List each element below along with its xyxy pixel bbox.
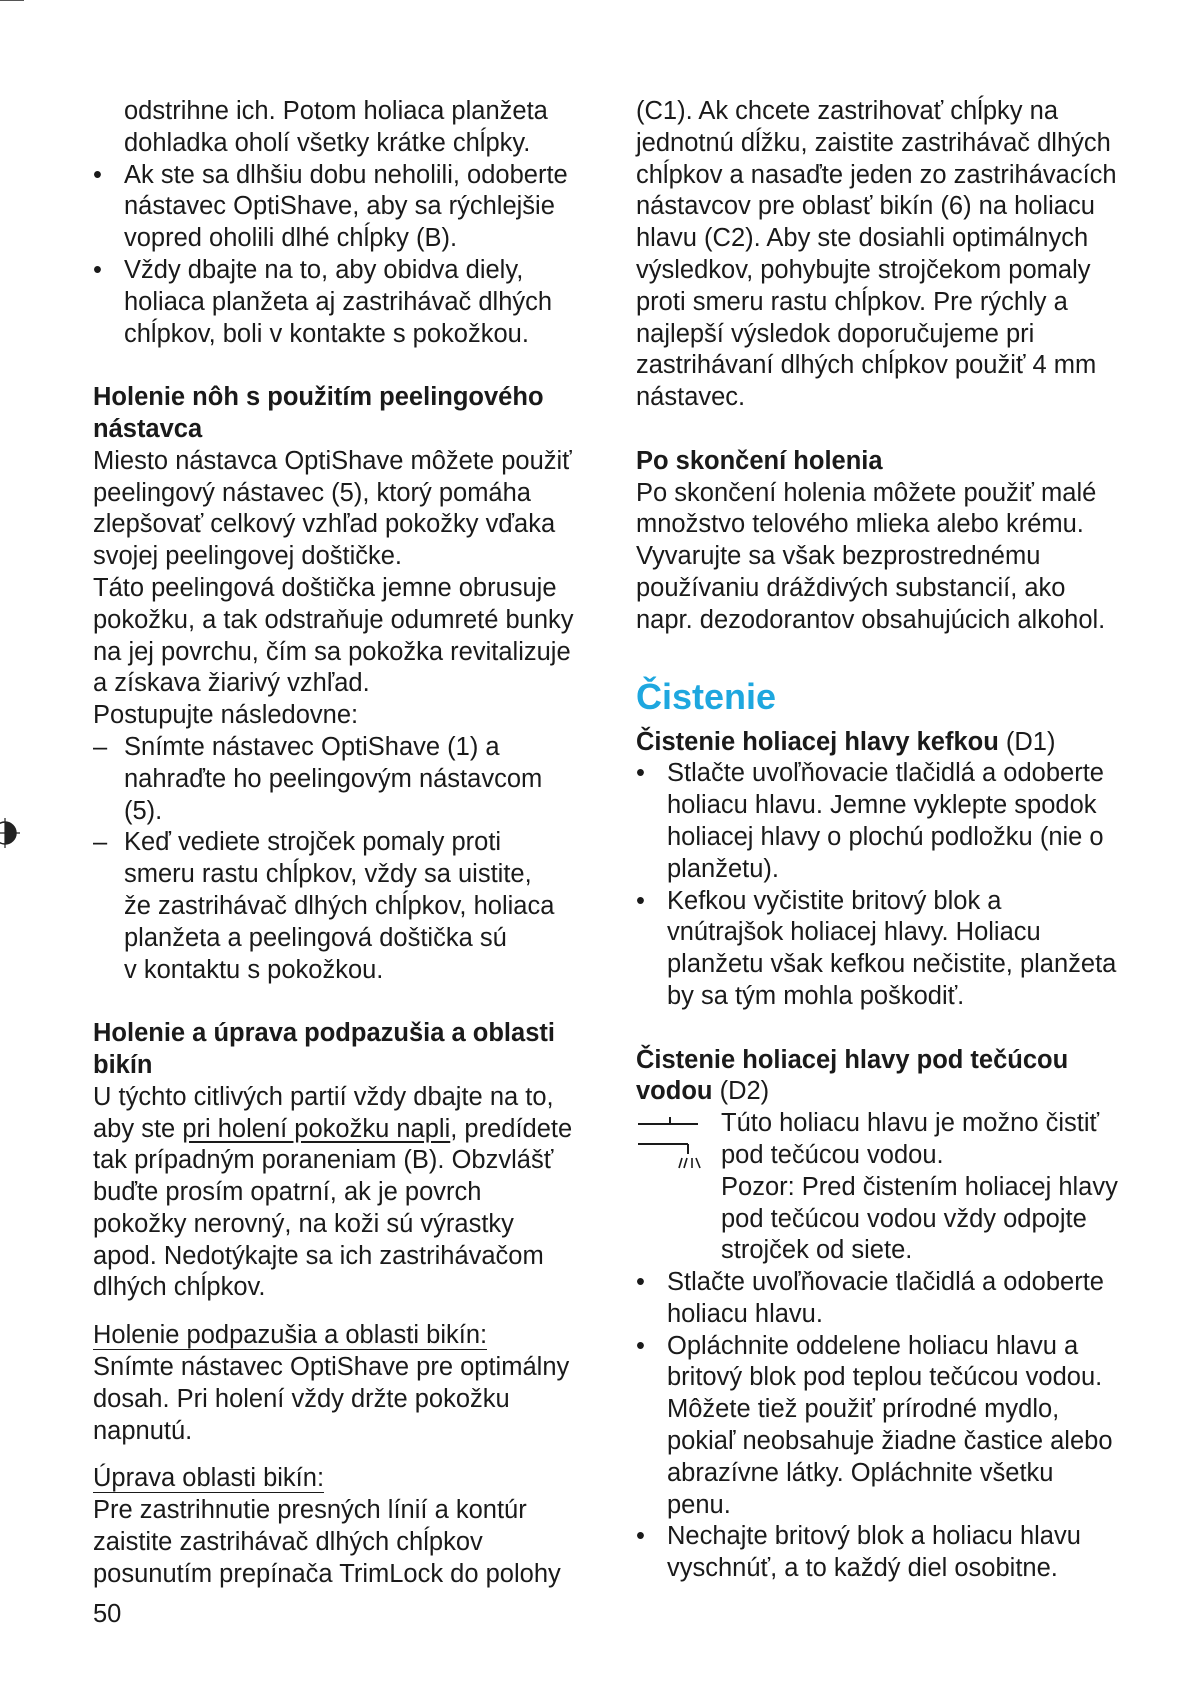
- dash-marker: –: [93, 828, 108, 857]
- right-column: [636, 96, 1156, 1585]
- text-line: holiacej hlavy o plochú podložku (nie o: [667, 822, 1104, 851]
- underlined-text: pri holení pokožku napli: [182, 1114, 451, 1143]
- text-line: v kontaktu s pokožkou.: [124, 955, 384, 984]
- text-line: Stlačte uvoľňovacie tlačidlá a odoberte: [667, 1268, 1104, 1297]
- page-number: 50: [93, 1600, 122, 1628]
- text-line: zaistite zastrihávač dlhých chĺpkov: [93, 1528, 483, 1557]
- text-line: Pozor: Pred čistením holiacej hlavy: [721, 1172, 1118, 1201]
- bullet-list: [93, 160, 613, 351]
- list-item: [93, 732, 613, 827]
- heading-line: bikín: [93, 1050, 153, 1079]
- text-line: dosah. Pri holení vždy držte pokožku: [93, 1384, 510, 1413]
- bullet-marker: •: [93, 255, 102, 284]
- text-line: chĺpkov a nasaďte jeden zo zastrihávacích: [636, 160, 1117, 189]
- list-item: [636, 1521, 1156, 1585]
- bikini-trim-paragraph: [93, 1495, 613, 1590]
- heading-ref: (D2): [712, 1077, 770, 1106]
- water-tap-icon: [636, 1114, 706, 1170]
- text-line: pokožku, a tak odstraňuje odumreté bunky: [93, 605, 574, 634]
- text-line: Opláchnite oddelene holiacu hlavu a: [667, 1331, 1079, 1360]
- text-line: najlepší výsledok doporučujeme pri: [636, 319, 1035, 348]
- underlined-text: Úprava oblasti bikín:: [93, 1464, 325, 1493]
- text-line: proti smeru rastu chĺpkov. Pre rýchly a: [636, 287, 1068, 316]
- text-line: hlavu (C2). Aby ste dosiahli optimálnych: [636, 224, 1089, 253]
- heading-line: Holenie nôh s použitím peelingového: [93, 383, 544, 412]
- bullet-list: [636, 1267, 1156, 1585]
- heading-line: [636, 1076, 1156, 1108]
- bullet-marker: •: [636, 1331, 645, 1360]
- text-span: , predídete: [450, 1114, 573, 1143]
- text-line: U týchto citlivých partií vždy dbajte na to,: [93, 1082, 554, 1111]
- text-line: nástavcov pre oblasť bikín (6) na holiacu: [636, 192, 1095, 221]
- text-line: Vždy dbajte na to, aby obidva diely,: [124, 255, 524, 284]
- text-line: Po skončení holenia môžete použiť malé: [636, 478, 1097, 507]
- text-line: holiaca planžeta aj zastrihávač dlhých: [124, 287, 553, 316]
- text-line: napr. dezodorantov obsahujúcich alkohol.: [636, 605, 1106, 634]
- text-line: že zastrihávač dlhých chĺpkov, holiaca: [124, 891, 555, 920]
- text-line: planžetu).: [667, 854, 779, 883]
- water-note: [636, 1108, 1156, 1267]
- text-line: nástavec.: [636, 383, 746, 412]
- text-line: nahraďte ho peelingovým nástavcom: [124, 764, 543, 793]
- heading-bold: vodou: [636, 1077, 713, 1106]
- text-line: množstvo telového mlieka alebo krému.: [636, 510, 1084, 539]
- heading-line: Čistenie holiacej hlavy pod tečúcou: [636, 1045, 1069, 1074]
- text-line: výsledkov, pohybujte strojčekom pomaly: [636, 255, 1091, 284]
- text-line: abrazívne látky. Opláchnite všetku: [667, 1458, 1054, 1487]
- bullet-marker: •: [636, 1522, 645, 1551]
- bullet-marker: •: [636, 759, 645, 788]
- text-line: vnútrajšok holiacej hlavy. Holiacu: [667, 918, 1041, 947]
- bullet-marker: •: [636, 886, 645, 915]
- left-column: [93, 96, 613, 1591]
- text-line: Miesto nástavca OptiShave môžete použiť: [93, 446, 572, 475]
- text-line: na jej povrchu, čím sa pokožka revitalizuje: [93, 637, 571, 666]
- after-shave-paragraph: [636, 478, 1156, 637]
- text-line: Pre zastrihnutie presných línií a kontúr: [93, 1496, 527, 1525]
- crop-mark: [0, 0, 24, 1]
- underlined-text: Holenie podpazušia a oblasti bikín:: [93, 1321, 488, 1350]
- dash-list: [93, 732, 613, 986]
- text-line: pokiaľ neobsahuje žiadne častice alebo: [667, 1427, 1113, 1456]
- bullet-marker: •: [636, 1268, 645, 1297]
- text-line: holiacu hlavu.: [667, 1299, 823, 1328]
- section-heading-bikini: [93, 1018, 613, 1082]
- bikini-paragraph: [93, 1082, 613, 1305]
- section-heading-brush: [636, 727, 1156, 759]
- text-line: posunutím prepínača TrimLock do polohy: [93, 1559, 561, 1588]
- text-line: tak prípadným poraneniam (B). Obzvlášť: [93, 1146, 554, 1175]
- text-line: Postupujte následovne:: [93, 701, 359, 730]
- text-line: Stlačte uvoľňovacie tlačidlá a odoberte: [667, 759, 1104, 788]
- text-line: britový blok pod teplou tečúcou vodou.: [667, 1363, 1103, 1392]
- text-line: Vyvarujte sa však bezprostrednému: [636, 542, 1041, 571]
- text-line: dohladka oholí všetky krátke chĺpky.: [124, 128, 531, 157]
- text-line: [93, 1114, 613, 1146]
- intro-paragraph: [93, 96, 613, 160]
- text-line: Táto peelingová doštička jemne obrusuje: [93, 573, 557, 602]
- text-line: dlhých chĺpkov.: [93, 1273, 266, 1302]
- list-item: [636, 1267, 1156, 1331]
- text-line: (C1). Ak chcete zastrihovať chĺpky na: [636, 97, 1058, 125]
- bullet-list: [636, 758, 1156, 1012]
- text-line: by sa tým mohla poškodiť.: [667, 981, 965, 1010]
- text-line: pod tečúcou vodou.: [721, 1140, 944, 1169]
- text-line: odstrihne ich. Potom holiaca planžeta: [124, 97, 548, 125]
- heading-ref: (D1): [998, 727, 1056, 756]
- peeling-paragraph: [93, 446, 613, 732]
- list-item: [636, 886, 1156, 1013]
- text-line: peelingový nástavec (5), ktorý pomáha: [93, 478, 531, 507]
- text-line: vyschnúť, a to každý diel osobitne.: [667, 1554, 1058, 1583]
- text-line: a získava žiarivý vzhľad.: [93, 669, 370, 698]
- subheading-underarm: [93, 1320, 613, 1352]
- text-line: Kefkou vyčistite britový blok a: [667, 886, 1002, 915]
- list-item: [93, 160, 613, 255]
- text-line: vopred oholili dlhé chĺpky (B).: [124, 224, 458, 253]
- text-line: penu.: [667, 1490, 731, 1519]
- text-line: používaniu dráždivých substancií, ako: [636, 573, 1066, 602]
- subheading-bikini-trim: [93, 1463, 613, 1495]
- text-line: holiacu hlavu. Jemne vyklepte spodok: [667, 791, 1097, 820]
- list-item: [93, 827, 613, 986]
- text-line: planžeta a peelingová doštička sú: [124, 923, 507, 952]
- underarm-paragraph: [93, 1352, 613, 1447]
- text-line: smeru rastu chĺpkov, vždy sa uistite,: [124, 860, 532, 889]
- text-line: Nechajte britový blok a holiacu hlavu: [667, 1522, 1081, 1551]
- dash-marker: –: [93, 732, 108, 761]
- text-line: zlepšovať celkový vzhľad pokožky vďaka: [93, 510, 556, 539]
- section-heading-water: [636, 1045, 1156, 1109]
- list-item: [636, 758, 1156, 885]
- section-heading-peeling: [93, 382, 613, 446]
- registration-mark-icon: [0, 818, 20, 848]
- text-line: Ak ste sa dlhšiu dobu neholili, odoberte: [124, 160, 568, 189]
- text-line: Snímte nástavec OptiShave (1) a: [124, 732, 500, 761]
- heading-line: nástavca: [93, 414, 203, 443]
- section-title-cleaning: Čistenie: [636, 675, 777, 717]
- list-item: [636, 1331, 1156, 1522]
- heading-bold: Čistenie holiacej hlavy kefkou: [636, 727, 999, 756]
- continued-paragraph: [636, 96, 1156, 414]
- section-heading-after-shave: Po skončení holenia: [636, 446, 883, 475]
- text-line: zastrihávaní dlhých chĺpkov použiť 4 mm: [636, 351, 1097, 380]
- text-line: Snímte nástavec OptiShave pre optimálny: [93, 1353, 570, 1382]
- text-line: jednotnú dĺžku, zaistite zastrihávač dlhých: [636, 128, 1111, 157]
- text-line: chĺpkov, boli v kontakte s pokožkou.: [124, 319, 529, 348]
- text-line: pokožky nerovný, na koži sú výrastky: [93, 1209, 514, 1238]
- text-line: Túto holiacu hlavu je možno čistiť: [721, 1109, 1100, 1138]
- bullet-marker: •: [93, 160, 102, 189]
- text-line: buďte prosím opatrní, ak je povrch: [93, 1178, 482, 1207]
- text-line: apod. Nedotýkajte sa ich zastrihávačom: [93, 1241, 544, 1270]
- text-span: aby ste: [93, 1114, 183, 1143]
- heading-line: Holenie a úprava podpazušia a oblasti: [93, 1019, 555, 1048]
- text-line: napnutú.: [93, 1416, 193, 1445]
- text-line: Keď vediete strojček pomaly proti: [124, 828, 502, 857]
- text-line: pod tečúcou vodou vždy odpojte: [721, 1204, 1087, 1233]
- text-line: strojček od siete.: [721, 1236, 913, 1265]
- list-item: [93, 255, 613, 350]
- text-line: (5).: [124, 796, 163, 825]
- text-line: planžetu však kefkou nečistite, planžeta: [667, 950, 1117, 979]
- text-line: Môžete tiež použiť prírodné mydlo,: [667, 1395, 1060, 1424]
- text-line: svojej peelingovej doštičke.: [93, 542, 403, 571]
- text-line: nástavec OptiShave, aby sa rýchlejšie: [124, 192, 555, 221]
